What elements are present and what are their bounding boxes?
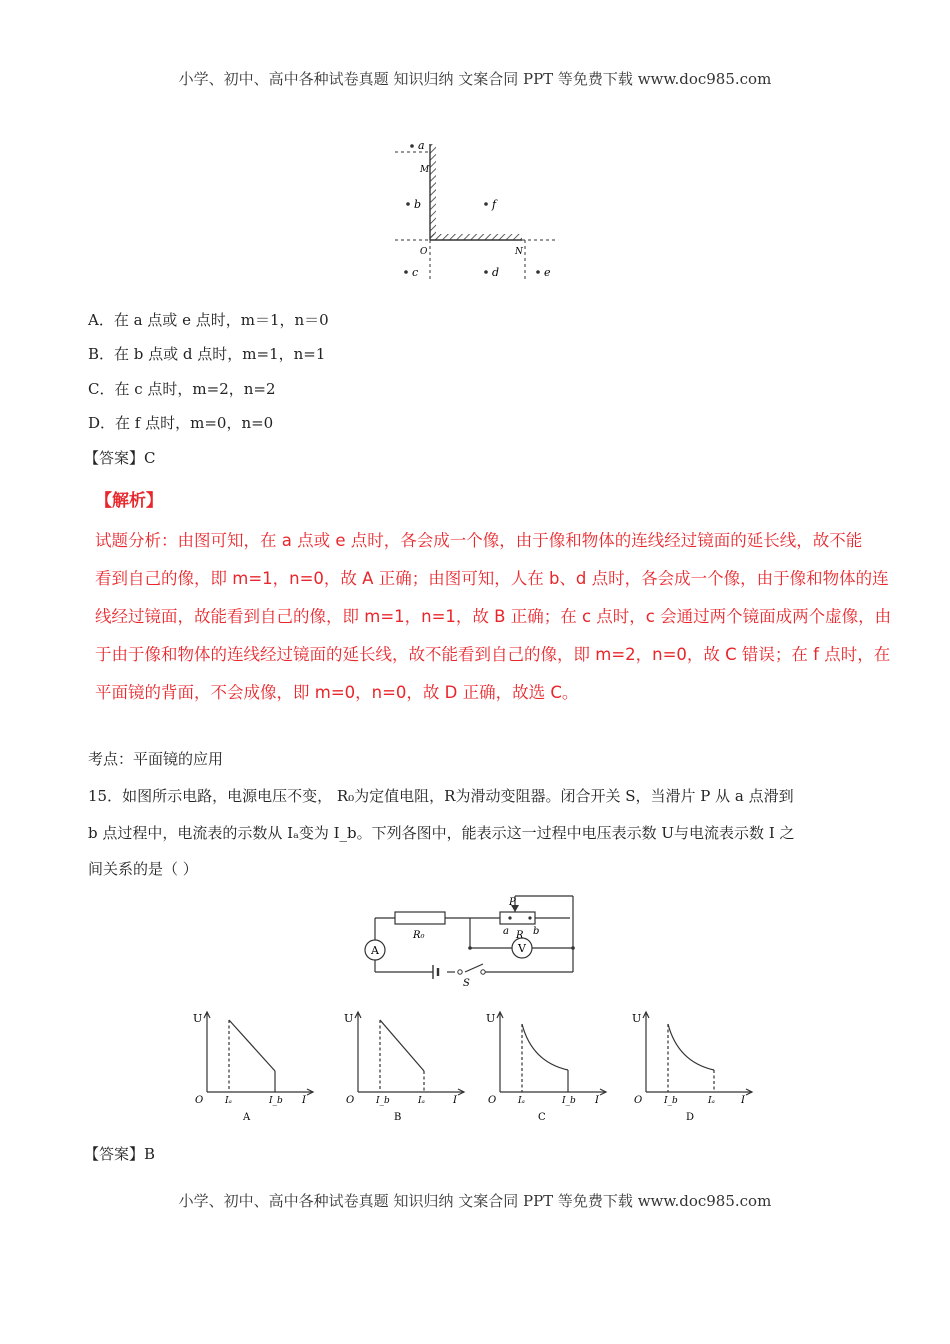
graph-a: [185, 1006, 325, 1126]
graph-a-x1: Iₐ: [225, 1096, 232, 1106]
graph-b-origin: O: [346, 1095, 355, 1106]
analysis-line-3: 线经过镜面，故能看到自己的像，即 m=1，n=1，故 B 正确；在 c 点时，c 会通过两个镜面成两个虚像，由: [95, 607, 892, 626]
graph-a-y-label: U: [193, 1012, 203, 1025]
option-c: C．在 c 点时，m=2，n=2: [88, 380, 276, 398]
graph-d: [624, 1006, 764, 1126]
analysis-line-5: 平面镜的背面，不会成像，即 m=0，n=0，故 D 正确，故选 C。: [95, 683, 579, 702]
option-a: A．在 a 点或 e 点时，m＝1，n＝0: [88, 311, 329, 329]
point-d: d: [492, 266, 500, 279]
graph-c-x1: Iₐ: [518, 1096, 525, 1106]
graph-c-name: C: [538, 1112, 546, 1123]
graph-c-x2: I_b: [562, 1096, 576, 1106]
graph-d-y-label: U: [632, 1012, 642, 1025]
r0-label: R₀: [413, 930, 425, 941]
analysis-line-1: 试题分析：由图可知，在 a 点或 e 点时，各会成一个像，由于像和物体的连线经过镜面的延长线，故不能: [95, 531, 863, 550]
analysis-title: 【解析】: [95, 491, 163, 511]
end-b-label: b: [533, 926, 540, 937]
graph-b-x2: Iₐ: [418, 1096, 425, 1106]
kaodian: 考点：平面镜的应用: [88, 750, 224, 768]
point-c: c: [412, 266, 419, 279]
graph-b-x-label: I: [453, 1095, 457, 1106]
graph-d-origin: O: [634, 1095, 643, 1106]
point-a: a: [418, 139, 425, 152]
label-o: O: [420, 247, 428, 257]
analysis-line-2: 看到自己的像，即 m=1，n=0，故 A 正确；由图可知，人在 b、d 点时，各会成一个像，由于像和物体的连: [95, 569, 889, 588]
point-e: e: [544, 266, 551, 279]
graph-d-x-label: I: [741, 1095, 745, 1106]
graph-c-origin: O: [488, 1095, 497, 1106]
label-m: M: [420, 165, 430, 175]
graph-d-x1: I_b: [664, 1096, 678, 1106]
label-n: N: [515, 247, 523, 257]
option-b: B．在 b 点或 d 点时，m=1，n=1: [88, 345, 326, 363]
switch-label: S: [463, 978, 470, 988]
graph-b: [336, 1006, 476, 1126]
voltmeter-label: V: [518, 942, 526, 955]
graph-b-name: B: [394, 1112, 402, 1123]
answer-1: 【答案】C: [84, 449, 156, 467]
page-footer: 小学、初中、高中各种试卷真题 知识归纳 文案合同 PPT 等免费下载 www.doc985.com: [178, 1192, 772, 1210]
graph-b-x1: I_b: [376, 1096, 390, 1106]
rheostat-r-label: R: [516, 930, 524, 941]
graph-a-origin: O: [195, 1095, 204, 1106]
end-a-label: a: [503, 926, 509, 937]
question-15-line-2: b 点过程中，电流表的示数从 Iₐ变为 I_b。下列各图中，能表示这一过程中电压表示数 U与电流表示数 I 之: [88, 824, 795, 842]
circuit-diagram: [355, 888, 595, 988]
question-15-line-1: 15．如图所示电路，电源电压不变， R₀为定值电阻，R为滑动变阻器。闭合开关 S，当滑片 P 从 a 点滑到: [88, 787, 794, 805]
graph-a-x-label: I: [302, 1095, 306, 1106]
ammeter-label: A: [371, 944, 379, 957]
point-f: f: [492, 198, 497, 211]
graph-c-x-label: I: [595, 1095, 599, 1106]
graph-a-name: A: [243, 1112, 251, 1123]
answer-2: 【答案】B: [84, 1145, 156, 1163]
graph-b-y-label: U: [344, 1012, 354, 1025]
graph-c: [478, 1006, 618, 1126]
graph-d-name: D: [686, 1112, 695, 1123]
graph-a-x2: I_b: [269, 1096, 283, 1106]
analysis-line-4: 于由于像和物体的连线经过镜面的延长线，故不能看到自己的像，即 m=2，n=0，故 C 错误；在 f 点时，在: [95, 645, 891, 664]
page-header: 小学、初中、高中各种试卷真题 知识归纳 文案合同 PPT 等免费下载 www.doc985.com: [178, 70, 772, 88]
point-b: b: [414, 198, 422, 211]
option-d: D．在 f 点时，m=0，n=0: [88, 414, 274, 432]
slider-p-label: P: [509, 897, 516, 908]
mirror-figure: [380, 132, 580, 287]
graph-d-x2: Iₐ: [708, 1096, 715, 1106]
graph-c-y-label: U: [486, 1012, 496, 1025]
question-15-line-3: 间关系的是（ ）: [88, 860, 198, 878]
